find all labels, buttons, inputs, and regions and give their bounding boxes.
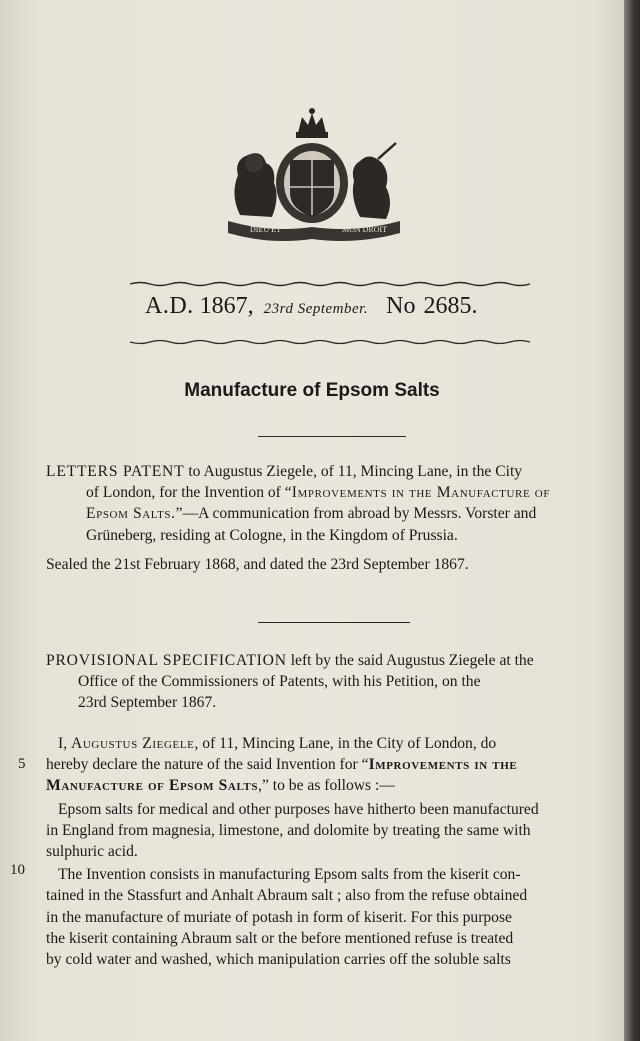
document-title: Manufacture of Epsom Salts (184, 380, 440, 401)
body-p2-line-1: Epsom salts for medical and other purposes have hitherto been manufactured (58, 800, 539, 818)
number-label: No (386, 293, 416, 319)
patent-year: 1867, (199, 293, 254, 319)
title-rule (258, 436, 406, 437)
ornamental-rule-bottom (130, 338, 530, 346)
letters-patent-line-4: Grüneberg, residing at Cologne, in the Kingdom of Prussia. (86, 526, 458, 544)
line-number-5: 5 (18, 756, 26, 772)
crest-motto-left: DIEU ET (250, 225, 281, 234)
patent-number: 2685. (423, 293, 478, 319)
body-p2-line-2: in England from magnesia, limestone, and dolomite by treating the same with (46, 821, 531, 839)
sealed-date-line: Sealed the 21st February 1868, and dated the 23rd September 1867. (46, 555, 469, 573)
patent-date: 23rd September. (263, 301, 369, 317)
body-p1-line-3-smallcaps: Manufacture of Epsom Salts (46, 777, 259, 795)
section-rule (258, 622, 410, 623)
specification-body (46, 733, 594, 970)
body-p1-line-3: ,” to be as follows :— (258, 777, 395, 795)
body-p1-line-2: hereby declare the nature of the said Invention for “ (46, 756, 369, 774)
body-p3-line-1: The Invention consists in manufacturing Epsom salts from the kiserit con- (58, 866, 521, 884)
inventor-name: Augustus Ziegele (71, 735, 195, 752)
royal-coat-of-arms (210, 105, 415, 245)
anno-domini: A.D. (145, 293, 194, 319)
letters-patent-lead: LETTERS PATENT (46, 463, 185, 480)
crest-motto-right: MON DROIT (342, 225, 388, 234)
provisional-line-1: left by the said Augustus Ziegele at the (290, 652, 534, 669)
body-p3-line-3: in the manufacture of muriate of potash in form of kiserit. For this purpose (46, 908, 512, 926)
letters-patent-line-3: ”—A communication from abroad by Messrs. Vorster and (175, 505, 537, 523)
body-p1-line-2-smallcaps: Improvements in the (368, 756, 518, 774)
body-p2-line-3: sulphuric acid. (46, 843, 138, 861)
letters-patent-line-2a: of London, for the Invention of “ (86, 484, 292, 502)
body-p3-line-4: the kiserit containing Abraum salt or the before mentioned refuse is treated (46, 929, 514, 947)
book-binding-edge (624, 0, 640, 1041)
letters-patent-line-3-smallcaps: Epsom Salts. (86, 505, 176, 523)
line-number-10: 10 (10, 862, 25, 878)
body-p1-end: , of 11, Mincing Lane, in the City of London, do (194, 735, 497, 752)
patent-header (145, 293, 525, 320)
body-p3-line-2: tained in the Stassfurt and Anhalt Abraum salt ; also from the refuse obtained (46, 887, 528, 905)
provisional-lead: PROVISIONAL SPECIFICATION (46, 652, 287, 669)
letters-patent-line-2-smallcaps: Improvements in the Manufacture of (291, 484, 551, 502)
provisional-line-2: Office of the Commissioners of Patents, with his Petition, on the (78, 673, 481, 691)
body-p1-start: I, (58, 735, 71, 752)
letters-patent-paragraph (46, 461, 594, 575)
ornamental-rule-top (130, 280, 530, 288)
provisional-line-3: 23rd September 1867. (78, 694, 217, 712)
body-p3-line-5: by cold water and washed, which manipulation carries off the soluble salts (46, 951, 511, 969)
letters-patent-line-1: to Augustus Ziegele, of 11, Mincing Lane, in the City (188, 463, 523, 480)
provisional-specification-paragraph (46, 650, 594, 714)
